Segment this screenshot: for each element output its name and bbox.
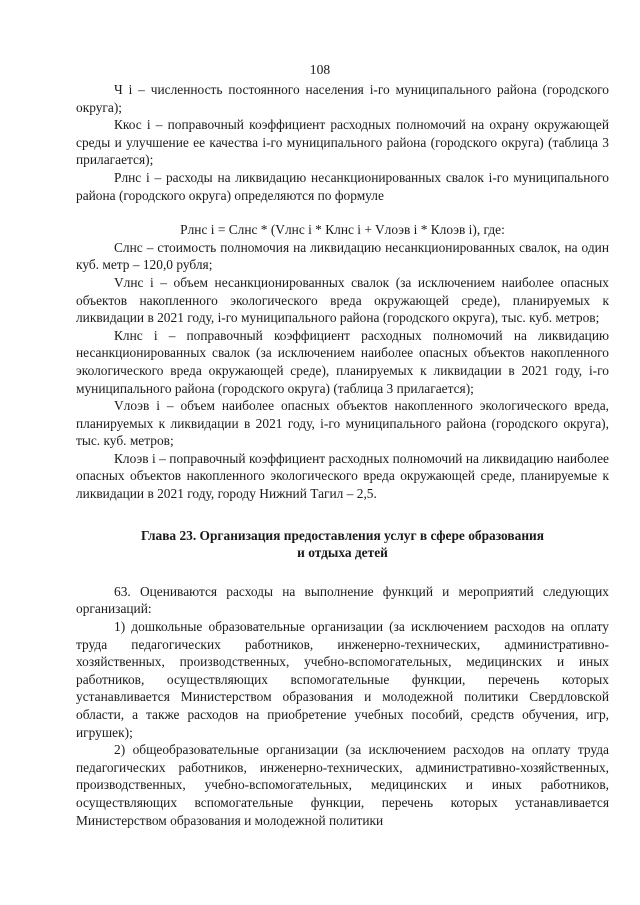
paragraph-63: 63. Оцениваются расходы на выполнение функций и мероприятий следующих организаций:: [76, 583, 609, 617]
paragraph-vlns: Vлнс i – объем несанкционированных свалок (за исключением наиболее опасных объектов накопленного экологического вреда окружающей среде), планируемых к ликвидации в 2021 году, i-го муниципального района (городского округа), тыс. куб. метров;: [76, 274, 609, 326]
paragraph-slns: Слнс – стоимость полномочия на ликвидацию несанкционированных свалок, на один куб. метр – 120,0 рубля;: [76, 239, 609, 273]
formula: Рлнс i = Слнс * (Vлнс i * Клнс i + Vлоэв i * Клоэв i), где:: [180, 222, 505, 238]
chapter-heading: [76, 527, 609, 562]
page-number: 108: [309, 62, 331, 77]
paragraph-vloev: Vлоэв i – объем наиболее опасных объектов накопленного экологического вреда, планируемых к ликвидации в 2021 году, i-го муниципального района (городского округа), тыс. куб. метров;: [76, 398, 609, 449]
paragraph-kloev: Клоэв i – поправочный коэффициент расходных полномочий на ликвидацию наиболее опасных объектов накопленного экологического вреда окружающей среде, планируемые к ликвидации в 2021 году, городу Нижний Тагил – 2,5.: [76, 450, 609, 502]
paragraph-item-1: 1) дошкольные образовательные организации (за исключением расходов на оплату труда педагогических работников, инженерно-технических, административно-хозяйственных, производственных, учебно-вспомогательных, медицинских и иных работников, осуществляющих вспомогательные функции, перечень которых устанавливается Министерством образования и молодежной политики Свердловской области, а также расходов на приобретение учебных пособий, средств обучения, игр, игрушек);: [76, 619, 609, 740]
paragraph-rlns: Рлнс i – расходы на ликвидацию несанкционированных свалок i-го муниципального района (городского округа) определяются по формуле: [76, 169, 609, 203]
paragraph-item-2: 2) общеобразовательные организации (за исключением расходов на оплату труда педагогических работников, инженерно-технических, административно-хозяйственных, производственных, учебно-вспомогательных, медицинских и иных работников, осуществляющих вспомогательные функции, перечень которых устанавливается Министерством образования и молодежной политики: [76, 742, 609, 828]
chapter-heading-line-2: и отдыха детей: [297, 545, 388, 561]
document-body: [76, 81, 609, 829]
paragraph-kkos: Ккос i – поправочный коэффициент расходных полномочий на охрану окружающей среды и улучшение ее качества i-го муниципального района (городского округа) (таблица 3 прилагается);: [76, 117, 609, 168]
chapter-heading-line-1: Глава 23. Организация предоставления услуг в сфере образования: [140, 527, 544, 543]
paragraph-population: Ч i – численность постоянного населения i-го муниципального района (городского округа);: [76, 82, 609, 115]
paragraph-klns: Клнс i – поправочный коэффициент расходных полномочий на ликвидацию несанкционированных свалок (за исключением наиболее опасных объектов накопленного экологического вреда окружающей среде), планируемых к ликвидации в 2021 году, i-го муниципального района (городского округа) (таблица 3 прилагается);: [76, 327, 609, 396]
